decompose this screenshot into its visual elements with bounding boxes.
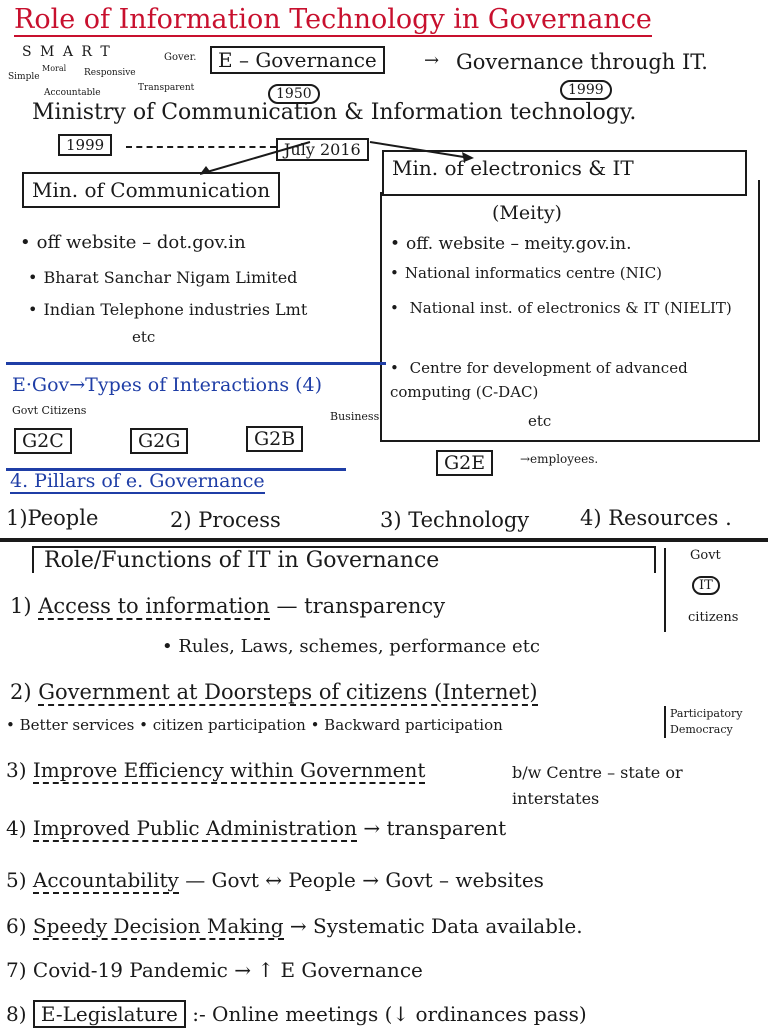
min-comm-box: Min. of Communication (22, 172, 280, 208)
item-detail: — transparency (276, 594, 446, 618)
interactions-title: E·Gov→Types of Interactions (4) (12, 374, 323, 396)
item-number: 7) (6, 958, 27, 982)
meity-label: (Meity) (492, 202, 562, 224)
right-column-bottom (380, 440, 760, 442)
year-1950: 1950 (268, 84, 320, 104)
item-detail: → transparent (363, 816, 507, 840)
business-note: Business (330, 410, 380, 423)
elec-item (390, 356, 750, 404)
g2e-box: G2E (436, 450, 493, 476)
elec-item: • National informatics centre (NIC) (390, 264, 662, 282)
g2c-box: G2C (14, 428, 72, 454)
function-3-detail (512, 760, 762, 812)
function-1 (10, 594, 445, 618)
item-title: Government at Doorsteps of citizens (Internet) (38, 680, 538, 704)
elec-item-text: Centre for development of advanced computing (C-DAC) (390, 359, 688, 401)
pillar: 2) Process (170, 508, 281, 532)
diagram-it: IT (692, 576, 720, 595)
right-column-edge (758, 180, 760, 442)
year-1999-left: 1999 (58, 134, 112, 156)
item-number: 6) (6, 914, 27, 938)
pillar: 3) Technology (380, 508, 530, 532)
role-heading (32, 546, 656, 573)
pillar: 4) Resources . (580, 506, 732, 530)
ministry-line: Ministry of Communication & Information technology. (32, 100, 637, 125)
function-5 (6, 868, 544, 892)
item-detail: — Govt ↔ People → Govt – websites (185, 868, 544, 892)
elec-item (390, 296, 750, 320)
pillar: 1)People (6, 506, 99, 530)
item-number: 8) (6, 1002, 27, 1026)
smart-acronym: S M A R T (22, 44, 112, 60)
comm-item: etc (132, 328, 156, 346)
function-2-sub: • Better services • citizen participation • Backward participation (6, 716, 503, 734)
interactions-top-line (6, 362, 386, 365)
arrow-icon: → (424, 50, 440, 71)
g2g-box: G2G (130, 428, 188, 454)
elec-item-text: National inst. of electronics & IT (NIELIT) (409, 299, 732, 317)
elec-item: etc (528, 412, 552, 430)
employees-note: →employees. (520, 452, 599, 466)
function-1-sub: • Rules, Laws, schemes, performance etc (162, 636, 541, 657)
item-detail: :- Online meetings (↓ ordinances pass) (192, 1002, 587, 1026)
diagram-citizens: citizens (688, 610, 739, 625)
item-title: Covid-19 Pandemic → (32, 958, 251, 982)
function-7 (6, 958, 423, 982)
pillars-title: 4. Pillars of e. Governance (10, 470, 265, 492)
govt-it-diagram (664, 548, 764, 632)
comm-item: • off website – dot.gov.in (20, 232, 246, 253)
item-number: 1) (10, 594, 32, 618)
comm-item: • Bharat Sanchar Nigam Limited (28, 268, 297, 287)
g2b-box: G2B (246, 426, 303, 452)
item-title: E-Legislature (33, 1000, 186, 1028)
function-8 (6, 1002, 587, 1026)
item-detail: ↑ E Governance (257, 958, 423, 982)
smart-word-simple: Simple (8, 72, 40, 82)
diagram-govt: Govt (690, 548, 721, 563)
item-title: Improved Public Administration (32, 816, 357, 840)
comm-item: • Indian Telephone industries Lmt (28, 300, 307, 319)
item-number: 2) (10, 680, 32, 704)
elec-item: • off. website – meity.gov.in. (390, 234, 632, 254)
min-elec-box (382, 150, 747, 196)
smart-word-accountable: Accountable (44, 88, 101, 98)
year-1999-right: 1999 (560, 80, 612, 100)
smart-word-moral: Moral (42, 64, 67, 73)
egov-box: E – Governance (210, 46, 385, 74)
function-2 (10, 680, 538, 704)
item-title: Improve Efficiency within Government (32, 758, 426, 782)
smart-word-responsive: Responsive (84, 68, 136, 78)
july-2016: July 2016 (276, 138, 369, 161)
min-elec-label: Min. of electronics & IT (392, 156, 634, 180)
item-title: Access to information (38, 594, 270, 618)
item-detail: → Systematic Data available. (289, 914, 583, 938)
smart-word-gover: Gover. (164, 52, 197, 63)
participatory-democracy (664, 706, 766, 738)
page-separator (0, 538, 768, 542)
item-number: 4) (6, 816, 27, 840)
item-detail: b/w Centre – state or interstates (512, 763, 683, 808)
item-number: 5) (6, 868, 27, 892)
item-detail: Participatory Democracy (670, 707, 743, 736)
item-title: Accountability (32, 868, 179, 892)
role-heading-text: Role/Functions of IT in Governance (44, 548, 440, 573)
govt-citizens-note: Govt Citizens (12, 404, 87, 417)
function-6 (6, 914, 583, 938)
right-column-divider (380, 192, 382, 442)
egov-meaning: Governance through IT. (456, 50, 708, 74)
smart-word-transparent: Transparent (138, 83, 195, 93)
item-number: 3) (6, 758, 27, 782)
function-3 (6, 758, 425, 782)
function-4 (6, 816, 506, 840)
page-title: Role of Information Technology in Governance (14, 4, 652, 35)
item-title: Speedy Decision Making (32, 914, 284, 938)
